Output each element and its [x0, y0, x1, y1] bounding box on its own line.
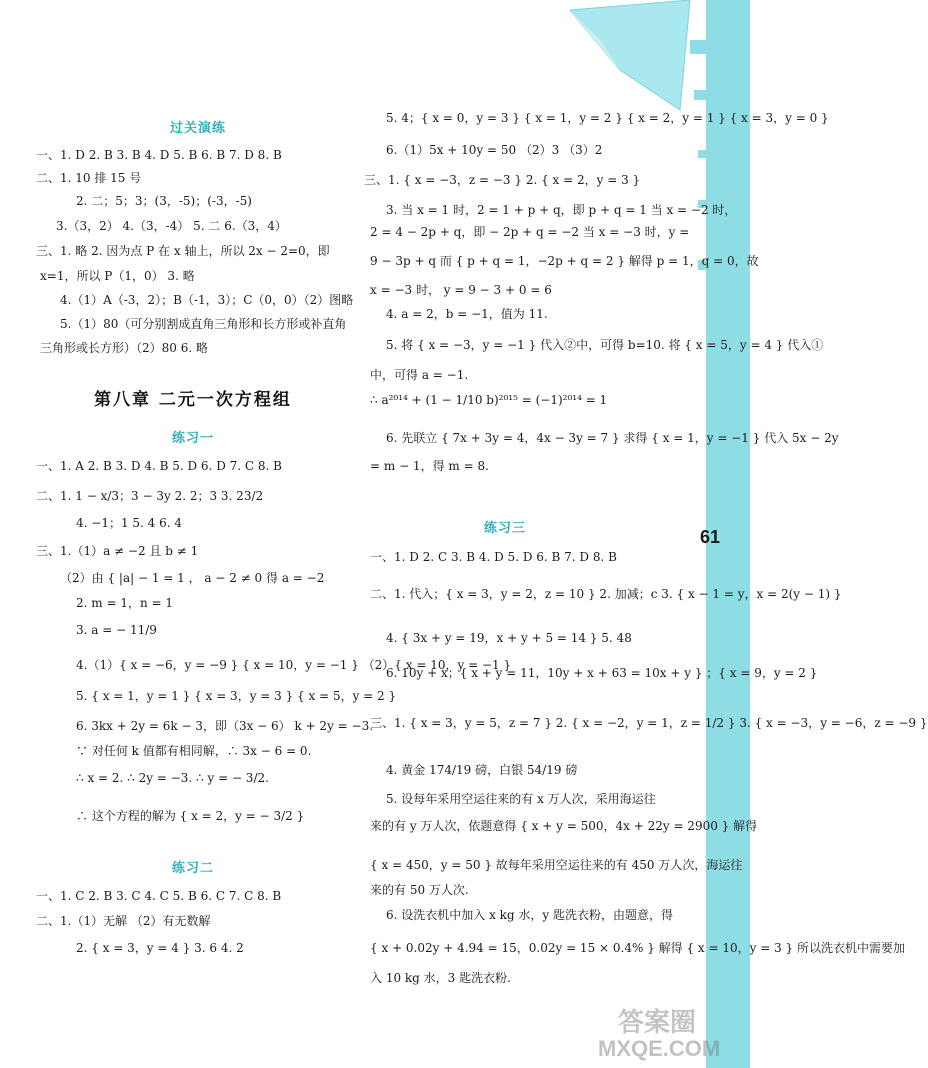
answer-line: x=1，所以 P（1，0） 3. 略 — [40, 269, 195, 283]
answer-line: 2. m = 1，n = 1 — [76, 596, 174, 610]
watermark-url: MXQE.COM — [598, 1036, 721, 1061]
answer-line: 2. 二；5；3；(3，-5)；(-3，-5) — [76, 194, 252, 208]
answer-line: 中，可得 a = −1. — [370, 368, 469, 382]
answer-line: x = −3 时， y = 9 − 3 + 0 = 6 — [370, 283, 552, 297]
answer-line: 三角形或长方形）（2）80 6. 略 — [40, 341, 208, 355]
answer-line: 2 = 4 − 2p + q，即 − 2p + q = −2 当 x = −3 时，y = — [370, 225, 690, 239]
answer-line: 5. 4；{ x = 0，y = 3 } { x = 1，y = 2 } { x = 2，y = 1 } { x = 3，y = 0 } — [386, 111, 829, 125]
answer-line: 三、1. { x = 3，y = 5，z = 7 } 2. { x = −2，y = 1，z = 1/2 } 3. { x = −3，y = −6，z = −9 } — [370, 716, 928, 730]
answer-line: 6.（1）5x + 10y = 50 （2）3 （3）2 — [386, 143, 603, 157]
chapter-title: 第八章 二元一次方程组 — [94, 390, 292, 410]
section-title-lianxi-3: 练习三 — [484, 521, 527, 536]
section-title-lianxi-2: 练习二 — [172, 861, 215, 876]
answer-line: 一、1. C 2. B 3. C 4. C 5. B 6. C 7. C 8. B — [36, 889, 282, 903]
answer-line: 4. a = 2，b = −1，值为 11. — [386, 307, 548, 321]
answer-line: 一、1. A 2. B 3. D 4. B 5. D 6. D 7. C 8. B — [36, 459, 282, 473]
answer-line: 4. −1；1 5. 4 6. 4 — [76, 516, 183, 530]
answer-line: 4.（1）{ x = −6，y = −9 } { x = 10，y = −1 } （2）{ x = 10，y = −1 } — [76, 658, 512, 672]
answer-line: 二、1. 10 排 15 号 — [36, 171, 142, 185]
answer-line: ∴ 这个方程的解为 { x = 2，y = − 3/2 } — [76, 809, 305, 823]
answer-line: 9 − 3p + q 而 { p + q = 1，−2p + q = 2 } 解得 p = 1，q = 0，故 — [370, 254, 759, 268]
answer-line: = m − 1，得 m = 8. — [370, 459, 489, 473]
answer-line: 三、1.（1）a ≠ −2 且 b ≠ 1 — [36, 544, 199, 558]
answer-line: 3.（3，2） 4.（3，-4） 5. 二 6.（3，4） — [56, 219, 287, 233]
answer-line: 4.（1）A（-3，2）；B（-1，3）；C（0，0）（2）图略 — [60, 293, 354, 307]
answer-line: { x + 0.02y + 4.94 = 15，0.02y = 15 × 0.4% } 解得 { x = 10，y = 3 } 所以洗衣机中需要加 — [370, 941, 905, 955]
answer-line: 4. 黄金 174/19 磅，白银 54/19 磅 — [386, 763, 578, 777]
answer-line: 二、1. 代入；{ x = 3，y = 2，z = 10 } 2. 加减；c 3. { x − 1 = y，x = 2(y − 1) } — [370, 587, 842, 601]
accent-stripe — [698, 150, 706, 158]
answer-line: 来的有 y 万人次，依题意得 { x + y = 500，4x + 22y = 2900 } 解得 — [370, 819, 758, 833]
answer-line: 5. 将 { x = −3，y = −1 } 代入②中，可得 b=10. 将 { x = 5，y = 4 } 代入① — [386, 338, 824, 352]
kite-icon — [560, 0, 710, 125]
answer-line: 3. a = − 11/9 — [76, 623, 157, 637]
answer-line: 5.（1）80（可分别割成直角三角形和长方形或补直角 — [60, 317, 347, 331]
answer-line: 5. { x = 1，y = 1 } { x = 3，y = 3 } { x = 5，y = 2 } — [76, 689, 397, 703]
answer-line: 三、1. 略 2. 因为点 P 在 x 轴上，所以 2x − 2=0，即 — [36, 244, 330, 258]
answer-line: 6. 设洗衣机中加入 x kg 水，y 匙洗衣粉，由题意，得 — [386, 908, 674, 922]
answer-line: 4. { 3x + y = 19，x + y + 5 = 14 } 5. 48 — [386, 631, 632, 645]
answer-line: 一、1. D 2. B 3. B 4. D 5. B 6. B 7. D 8. B — [36, 148, 282, 162]
answer-line: 入 10 kg 水，3 匙洗衣粉. — [370, 971, 511, 985]
answer-line: 二、1.（1）无解 （2）有无数解 — [36, 914, 211, 928]
answer-line: 2. { x = 3，y = 4 } 3. 6 4. 2 — [76, 941, 244, 955]
answer-line: ∵ 对任何 k 值都有相同解，∴ 3x − 6 = 0. — [76, 744, 312, 758]
answer-line: 6. 3kx + 2y = 6k − 3，即（3x − 6） k + 2y = −3. — [76, 719, 374, 733]
answer-line: 二、1. 1 − x/3；3 − 3y 2. 2；3 3. 23/2 — [36, 489, 264, 503]
section-title-lianxi-1: 练习一 — [172, 431, 215, 446]
page-number: 61 — [700, 527, 721, 547]
answer-line: 5. 设每年采用空运往来的有 x 万人次，采用海运往 — [386, 792, 656, 806]
answer-line: 3. 当 x = 1 时，2 = 1 + p + q，即 p + q = 1 当 x = −2 时， — [386, 203, 737, 217]
answer-line: { x = 450，y = 50 } 故每年采用空运往来的有 450 万人次，海运往 — [370, 858, 743, 872]
answer-line: 来的有 50 万人次. — [370, 883, 469, 897]
answer-line: 6. 先联立 { 7x + 3y = 4，4x − 3y = 7 } 求得 { x = 1，y = −1 } 代入 5x − 2y — [386, 431, 839, 445]
answer-line: （2）由 { |a| − 1 = 1 ， a − 2 ≠ 0 得 a = −2 — [60, 571, 325, 585]
answer-line: ∴ x = 2. ∴ 2y = −3. ∴ y = − 3/2. — [76, 771, 269, 785]
answer-line: 三、1. { x = −3，z = −3 } 2. { x = 2，y = 3 } — [364, 173, 641, 187]
watermark-logo: 答案圈 — [618, 1007, 697, 1037]
answer-line: 6. 10y + x；{ x + y = 11，10y + x + 63 = 10x + y } ；{ x = 9，y = 2 } — [386, 666, 818, 680]
answer-line: ∴ a²⁰¹⁴ + (1 − 1/10 b)²⁰¹⁵ = (−1)²⁰¹⁴ = 1 — [370, 393, 608, 407]
answer-line: 一、1. D 2. C 3. B 4. D 5. D 6. B 7. D 8. B — [370, 550, 617, 564]
section-title-guoguan: 过关演练 — [170, 121, 227, 136]
